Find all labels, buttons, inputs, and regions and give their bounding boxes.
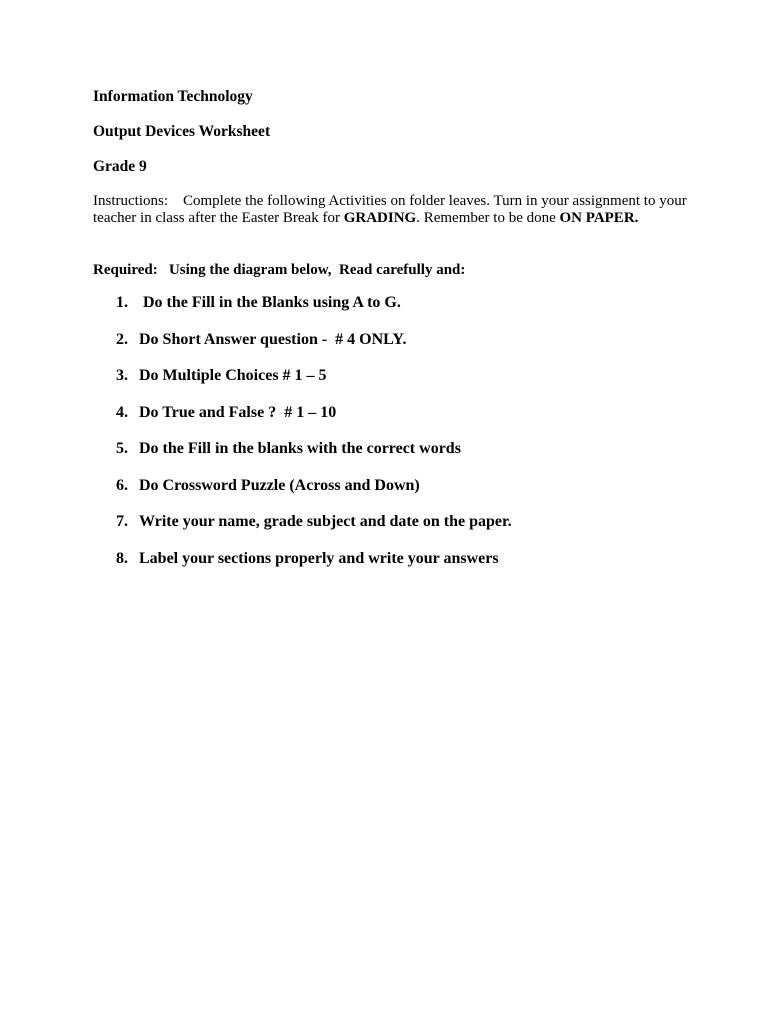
task-text: Do the Fill in the Blanks using A to G. xyxy=(139,294,401,311)
task-list xyxy=(116,294,512,586)
task-item xyxy=(116,294,512,331)
task-text: Do Multiple Choices # 1 – 5 xyxy=(139,367,327,384)
task-number: 1. xyxy=(116,294,128,311)
task-text: Do True and False ? # 1 – 10 xyxy=(139,403,337,421)
worksheet-title: Output Devices Worksheet xyxy=(93,123,271,140)
instructions-label: Instructions: xyxy=(93,193,168,209)
task-text: Do Short Answer question - # 4 ONLY. xyxy=(139,330,407,348)
task-text: Do the Fill in the blanks with the correct words xyxy=(139,440,461,457)
task-text: Label your sections properly and write your answers xyxy=(139,549,499,567)
task-number: 7. xyxy=(116,513,128,530)
instructions-paragraph xyxy=(93,193,693,226)
task-number: 5. xyxy=(116,440,128,457)
required-statement: Required: Using the diagram below, Read carefully and: xyxy=(93,262,466,278)
instructions-grading-emphasis: GRADING xyxy=(343,209,417,226)
task-text: Write your name, grade subject and date on the paper. xyxy=(139,513,512,530)
task-item xyxy=(116,404,512,441)
task-number: 8. xyxy=(116,549,128,567)
task-item xyxy=(116,550,512,587)
grade-label: Grade 9 xyxy=(93,158,147,175)
task-item xyxy=(116,513,512,550)
task-item xyxy=(116,477,512,514)
instructions-text-2: . Remember to be done xyxy=(416,209,560,226)
task-number: 6. xyxy=(116,476,128,494)
subject-heading: Information Technology xyxy=(93,88,253,105)
instructions-on-paper-emphasis: ON PAPER. xyxy=(559,209,639,226)
task-item xyxy=(116,440,512,477)
task-item xyxy=(116,331,512,368)
task-item xyxy=(116,367,512,404)
task-number: 3. xyxy=(116,367,128,384)
task-number: 2. xyxy=(116,330,128,348)
task-number: 4. xyxy=(116,403,128,421)
task-text: Do Crossword Puzzle (Across and Down) xyxy=(139,476,420,494)
instructions-text-1: Complete the following Activities on folder leaves. Turn in your assignment to your teacher in class after the Easter Break for xyxy=(93,193,687,226)
